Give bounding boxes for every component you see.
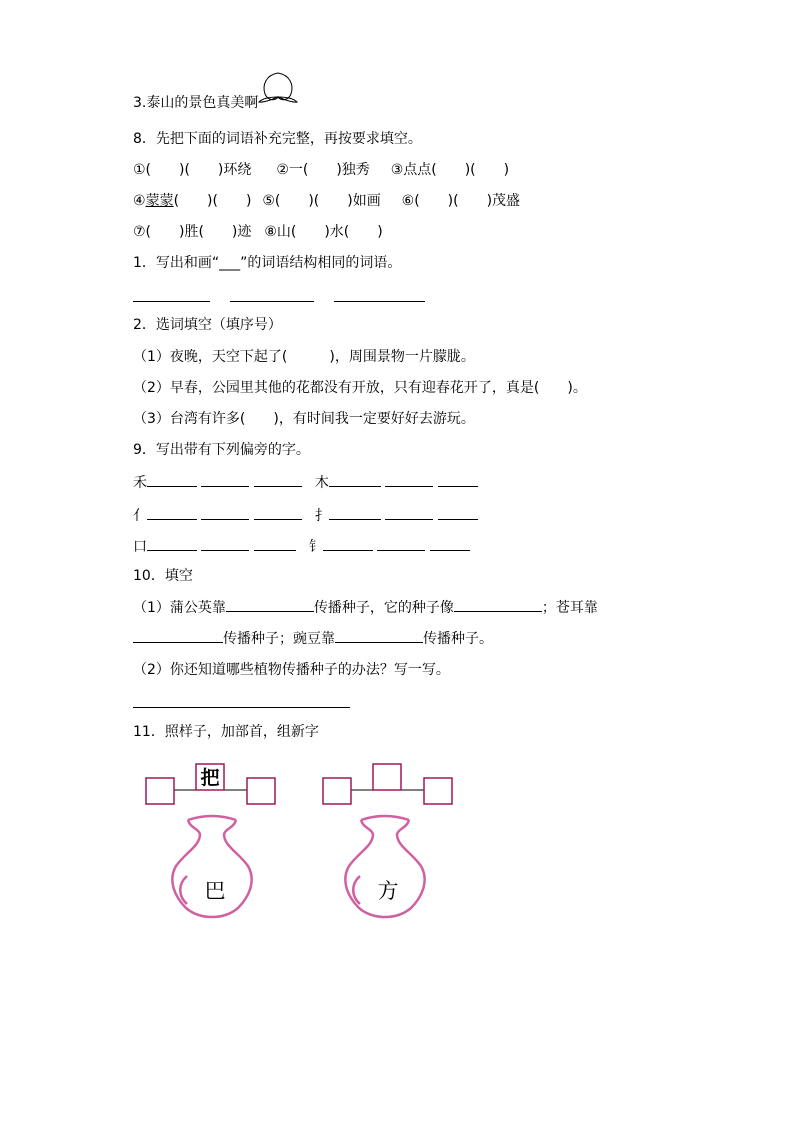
answer-blank[interactable] xyxy=(254,472,302,487)
q9-row3 xyxy=(133,536,470,557)
q10-text: 传播种子，它的种子像 xyxy=(313,600,454,616)
answer-line[interactable] xyxy=(133,301,210,302)
answer-blank[interactable] xyxy=(147,536,197,551)
radical-diagram-1 xyxy=(140,758,285,926)
idiom-2: ②一( )独秀 xyxy=(276,162,370,178)
answer-blank[interactable] xyxy=(226,597,314,612)
q11-title: 11．照样子，加部首，组新字 xyxy=(133,724,319,740)
q10-text: （1）蒲公英靠 xyxy=(133,600,226,616)
answer-blank[interactable] xyxy=(385,472,433,487)
answer-box-left[interactable] xyxy=(323,778,351,804)
intro-line xyxy=(133,93,258,113)
answer-blank[interactable] xyxy=(254,505,302,520)
radical: 扌 xyxy=(314,508,329,524)
answer-blank[interactable] xyxy=(323,536,373,551)
q8-sub2-item-2: （2）早春，公园里其他的花都没有开放，只有迎春花开了，真是( )。 xyxy=(133,380,587,396)
intro-text: 3.泰山的景色真美啊 xyxy=(133,95,259,111)
q9-row2 xyxy=(133,505,478,526)
answer-blank[interactable] xyxy=(454,597,542,612)
answer-box-left[interactable] xyxy=(146,778,174,804)
idiom-4-rest: ( )( ) xyxy=(173,193,252,209)
radical: 禾 xyxy=(133,475,147,491)
radical: 口 xyxy=(133,539,147,555)
q10-line3: （2）你还知道哪些植物传播种子的办法？写一写。 xyxy=(133,662,450,678)
idiom-4-num: ④ xyxy=(133,193,146,209)
radical: 钅 xyxy=(308,539,323,555)
q10-text: 传播种子；豌豆靠 xyxy=(223,631,335,647)
q8-title: 8．先把下面的词语补充完整，再按要求填空。 xyxy=(133,131,422,147)
answer-blank[interactable] xyxy=(438,505,478,520)
answer-blank[interactable] xyxy=(329,505,381,520)
answer-blank[interactable] xyxy=(201,505,249,520)
answer-blank[interactable] xyxy=(438,472,478,487)
q8-sub2-item-1: （1）夜晚，天空下起了( )，周围景物一片朦胧。 xyxy=(133,349,475,365)
idiom-8: ⑧山( )水( ) xyxy=(264,224,383,240)
idiom-6: ⑥( )( )茂盛 xyxy=(401,193,521,209)
q9-row1 xyxy=(133,472,478,493)
radical: 亻 xyxy=(133,508,147,524)
q10-line2 xyxy=(133,628,493,649)
answer-line[interactable] xyxy=(230,301,314,302)
q8-sub2-item-3: （3）台湾有许多( )，有时间我一定要好好去游玩。 xyxy=(133,411,475,427)
vase-char: 方 xyxy=(377,879,399,903)
answer-blank[interactable] xyxy=(385,505,433,520)
answer-blank[interactable] xyxy=(329,472,381,487)
q10-text: 传播种子。 xyxy=(423,631,493,647)
answer-line[interactable] xyxy=(133,707,350,708)
q10-title: 10．填空 xyxy=(133,568,193,584)
radical-diagram-2 xyxy=(315,758,460,926)
idiom-7: ⑦( )胜( )迹 xyxy=(133,224,252,240)
radical: 木 xyxy=(314,475,329,491)
answer-blank[interactable] xyxy=(133,628,223,643)
answer-blank[interactable] xyxy=(430,536,470,551)
q8-sub1: 1．写出和画“___”的词语结构相同的词语。 xyxy=(133,255,402,271)
peach-icon xyxy=(256,70,300,106)
answer-blank[interactable] xyxy=(335,628,423,643)
q10-text: ；苍耳靠 xyxy=(541,600,598,616)
answer-blank[interactable] xyxy=(147,472,197,487)
answer-blank[interactable] xyxy=(254,536,296,551)
idiom-1: ①( )( )环绕 xyxy=(133,162,252,178)
idiom-3: ③点点( )( ) xyxy=(390,162,510,178)
q8-sub2: 2．选词填空（填序号） xyxy=(133,317,282,333)
answer-blank[interactable] xyxy=(201,536,249,551)
q8-row1 xyxy=(133,160,509,180)
answer-box-right[interactable] xyxy=(424,778,452,804)
vase-char: 巴 xyxy=(204,879,226,903)
example-char: 把 xyxy=(200,767,220,789)
q10-line1 xyxy=(133,597,598,618)
answer-box-right[interactable] xyxy=(247,778,275,804)
idiom-5: ⑤( )( )如画 xyxy=(262,193,381,209)
q8-row3 xyxy=(133,222,383,242)
answer-blank[interactable] xyxy=(377,536,425,551)
answer-box-top[interactable] xyxy=(373,764,401,790)
answer-line[interactable] xyxy=(334,301,425,302)
q8-row2 xyxy=(133,191,520,211)
q9-title: 9．写出带有下列偏旁的字。 xyxy=(133,442,310,458)
idiom-4-underlined: 蒙蒙 xyxy=(145,193,174,209)
answer-blank[interactable] xyxy=(147,505,197,520)
answer-blank[interactable] xyxy=(201,472,249,487)
